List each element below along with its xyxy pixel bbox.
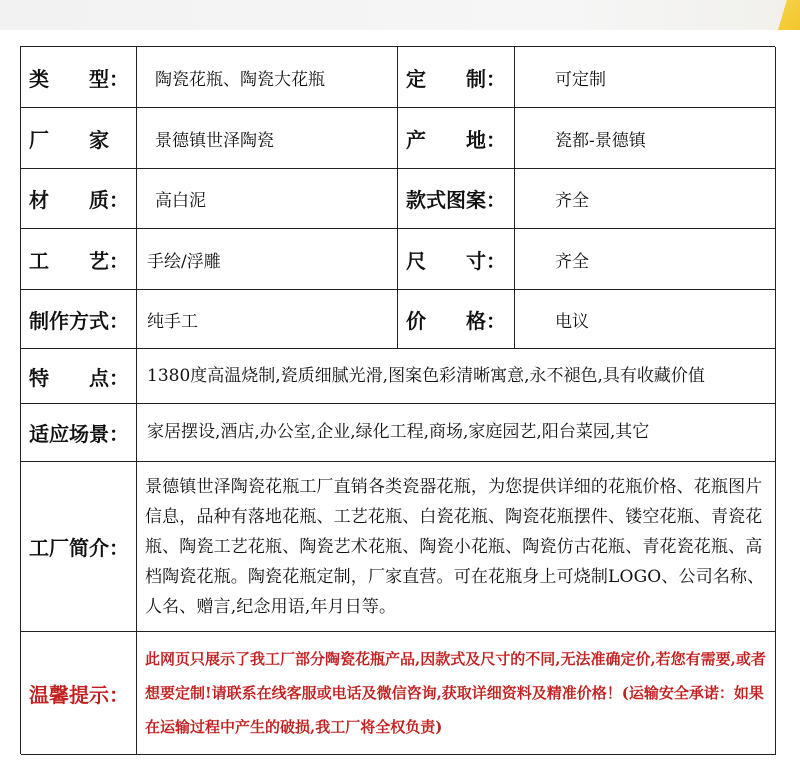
craft-value: 手绘/浮雕 [137,229,398,290]
size-value: 齐全 [515,229,776,290]
factory-label: 厂 家 [21,108,137,169]
pattern-value: 齐全 [515,169,776,229]
custom-label: 定 制： [398,47,515,108]
pattern-label: 款式图案： [398,169,515,229]
scene-value: 家居摆设,酒店,办公室,企业,绿化工程,商场,家庭园艺,阳台菜园,其它 [137,404,776,462]
custom-value: 可定制 [515,47,776,108]
intro-label: 工厂简介： [21,462,137,632]
price-label: 价 格： [398,290,515,349]
price-value: 电议 [515,290,776,349]
scene-label: 适应场景： [21,404,137,462]
factory-value: 景德镇世泽陶瓷 [137,108,398,169]
origin-value: 瓷都-景德镇 [515,108,776,169]
intro-value: 景德镇世泽陶瓷花瓶工厂直销各类瓷器花瓶，为您提供详细的花瓶价格、花瓶图片信息，品种有落地花瓶、工艺花瓶、白瓷花瓶、陶瓷花瓶摆件、镂空花瓶、青瓷花瓶、陶瓷工艺花瓶、陶瓷艺术花瓶、陶瓷小花瓶、陶瓷仿古花瓶、青花瓷花瓶、高档陶瓷花瓶。陶瓷花瓶定制，厂家直营。可在花瓶身上可烧制LOGO、公司名称、人名、赠言,纪念用语,年月日等。 [137,462,776,632]
material-label: 材 质： [21,169,137,229]
craft-label: 工 艺： [21,229,137,290]
method-value: 纯手工 [137,290,398,349]
type-value: 陶瓷花瓶、陶瓷大花瓶 [137,47,398,108]
product-spec-table [20,46,775,754]
size-label: 尺 寸： [398,229,515,290]
feature-label: 特 点： [21,349,137,404]
notice-label: 温馨提示： [21,632,137,755]
material-value: 高白泥 [137,169,398,229]
origin-label: 产 地： [398,108,515,169]
feature-value: 1380度高温烧制,瓷质细腻光滑,图案色彩清晰寓意,永不褪色,具有收藏价值 [137,349,776,404]
type-label: 类 型： [21,47,137,108]
method-label: 制作方式： [21,290,137,349]
notice-value: 此网页只展示了我工厂部分陶瓷花瓶产品,因款式及尺寸的不同,无法准确定价,若您有需要,或者想要定制!请联系在线客服或电话及微信咨询,获取详细资料及精准价格！(运输安全承诺：如果在运输过程中产生的破损,我工厂将全权负责) [137,632,776,755]
top-banner [0,0,800,30]
